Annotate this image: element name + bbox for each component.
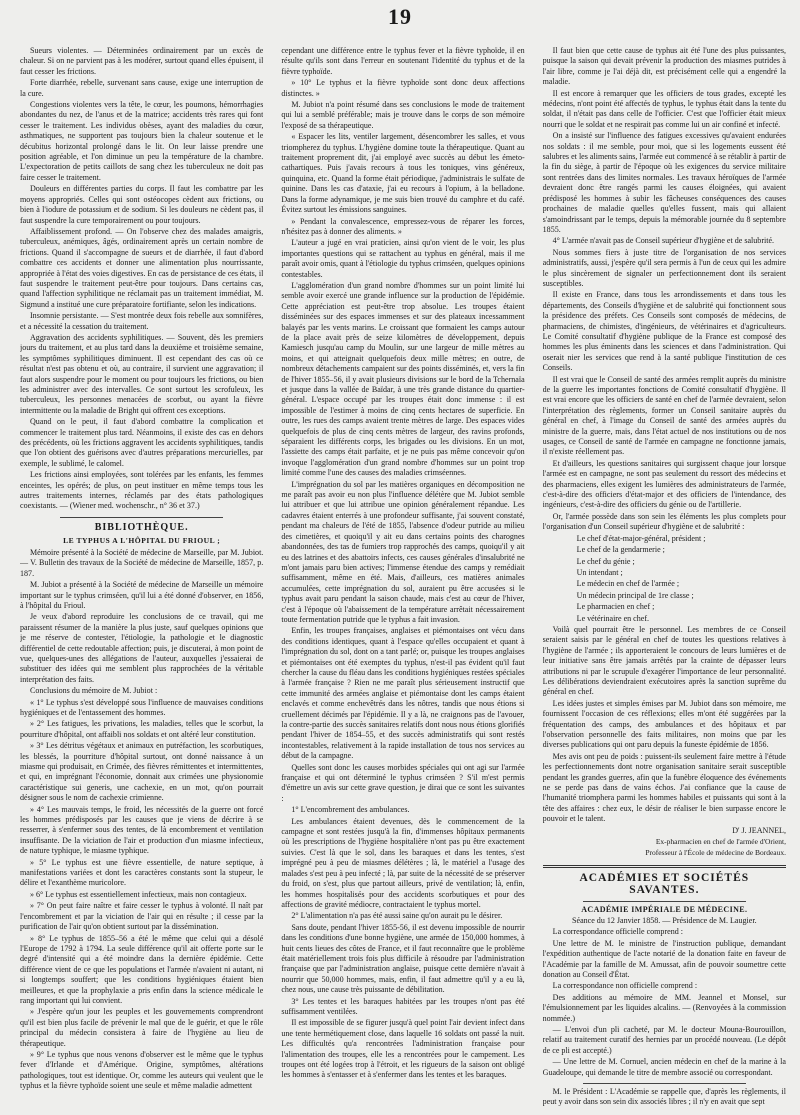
paragraph: » 2° Les fatigues, les privations, les maladies, telles que le scorbut, la pourriture d'hôpital, ont affaibli nos soldats et ont altéré leur constitution. bbox=[20, 719, 264, 739]
list-item: Le chef du génie ; bbox=[576, 556, 635, 566]
paragraph: — L'envoi d'un pli cacheté, par M. le docteur Mouna-Bourouillon, relatif au traitement curatif des hernies par un procédé nouveau. (Le dépôt de ce pli est accepté.) bbox=[542, 1024, 786, 1055]
section-title-bibliotheque: BIBLIOTHÈQUE. bbox=[94, 521, 189, 533]
paragraph: » 6° Le typhus est essentiellement infectieux, mais non contagieux. bbox=[30, 889, 247, 899]
paragraph: M. Jubiot a présenté à la Société de médecine de Marseille un mémoire important sur le typhus crimséen, qu'il lui a été donné d'observer, en 1856, à l'hôpital du Frioul. bbox=[20, 580, 264, 610]
paragraph: Il est encore à remarquer que les officiers de tous grades, excepté les médecins, n'ont point été affectés de typhus, le typhus était dans la tente du soldat, il n'était pas dans celle de l'officier. C'est que l'officier était mieux nourri que le soldat et ne respirait pas comme lui un air confiné et infecté. bbox=[542, 88, 786, 129]
column-1 bbox=[20, 46, 263, 1107]
paragraph: Il est impossible de se figurer jusqu'à quel point l'air devient infect dans une tente hermétiquement close, dans laquelle 16 soldats ont passé la nuit. Les difficultés qu'a rencontrées l'administration française pour l'alimentation des troupes, elle les a rencontrées pour le campement. Les troupes ont été logées trop à l'étroit, et les rigueurs de la saison ont obligé les hommes à s'entasser et à s'enfermer dans les tentes et les baraques. bbox=[281, 1018, 525, 1080]
paragraph: Conclusions du mémoire de M. Jubiot : bbox=[30, 686, 158, 696]
list-item: Le chef d'état-major-général, président ; bbox=[576, 533, 706, 543]
paragraph: » 4° Les mauvais temps, le froid, les nécessités de la guerre ont forcé les hommes prédisposés par les causes que je viens de décrire à se resserrer, à s'enfermer sous des tentes, de là encombrement et ventilation insuffisante. De la viciation de l'air et production d'un miasme infectieux, de nature typhique, le miasme typhique. bbox=[20, 804, 264, 856]
paragraph: Des additions au mémoire de MM. Jeannel et Monsel, sur l'émulsionnement par les liquides alcalins. — (Renvoyées à la commission nommée.) bbox=[542, 992, 786, 1023]
paragraph: Nous sommes fiers à juste titre de l'organisation de nos services administratifs, aussi, j'espère qu'il sera permis à l'un de ceux qui les admire le plus sincèrement de signaler un perfectionnement dont ils seraient susceptibles. bbox=[542, 247, 786, 288]
paragraph: L'agglomération d'un grand nombre d'hommes sur un point limité lui semble avoir exercé une grande influence sur la production de l'épidémie. Cette appréciation est peut-être trop absolue. Les troupes étaient disséminées sur des espaces immenses et sur des plateaux incessamment balayés par les vents marins. Le croissant que formaient les camps autour de la place avait près de seize kilomètres de développement, depuis Kamiesch jusqu'au camp du Moulin, sur une largeur de mille mètres au moins, et qui atteignait quelquefois deux mille mètres; en outre, de nombreux détachements campaient sur des points disséminés, et, vers la fin de l'hiver 1855–56, il y avait plusieurs divisions sur le bord de la Tchernaïa et jusque dans la vallée de Baïdar, à une très grande distance du quartier-général. L'espace occupé par les troupes était donc immense : il est impossible de l'estimer à moins de cinq cents hectares de superficie. En outre, les rues des camps avaient trente mètres de large. Des espaces vides quelquefois de plus de cinq cents mètres de largeur, des ravins profonds, séparaient les différents corps, les brigades ou les divisions. En un mot, l'assiette des camps était parfaite, et je ne puis pas même concevoir qu'on invoque l'agglomération d'un grand nombre d'hommes sur un point trop limité comme l'une des causes des maladies crimséennes. bbox=[281, 280, 525, 478]
signature: D' J. JEANNEL, bbox=[732, 825, 786, 835]
paragraph: L'imprégnation du sol par les matières organiques en décomposition ne me paraît pas avoir eu non plus l'influence délétère que M. Jubiot semble lui attribuer et que lui attribue une opinion généralement répandue. Les cadavres étaient enterrés à une profondeur suffisante, j'ai souvent constaté, pendant ma chaleurs de l'été de 1855, l'absence d'odeur putride au milieu des cimetières, et quoiqu'il y ait eu dans certains points des charognes abandonnées, des tas de fumiers trop rapprochés des camps, quoiqu'il y ait eu des latrines et des abattoirs infects, ces causes générales d'insalubrité ne m'ont jamais paru bien actives; l'immense étendue des camps y remédiait suffisamment, même en été. Mais, d'ailleurs, ces matières animales accumulées, cette imprégnation du sol, auraient pu être accusées si le typhus avait paru pendant la saison chaude, mais c'est au cœur de l'hiver, c'est à l'époque où l'abaissement de la température arrêtait nécessairement toute fermentation putride que le typhus a fait invasion. bbox=[281, 479, 525, 624]
paragraph: Il est vrai que le Conseil de santé des armées remplit auprès du ministre de la guerre les importantes fonctions de Comité consultatif d'hygiène. Il est vrai encore que les officiers de santé en chef de l'armée devraient, selon l'interprétation des règlements, former un Conseil sanitaire auprès du général en chef, à l'image du Conseil de santé des armées auprès du ministre de la guerre, mais, dans l'état actuel de nos institutions ou de nos usages, ce Conseil de santé de l'armée en campagne ne fonctionne jamais, il n'existe réellement pas. bbox=[542, 374, 786, 457]
section-divider bbox=[60, 517, 223, 518]
paragraph: Les frictions ainsi employées, sont tolérées par les enfants, les femmes enceintes, les opérés; de plus, on peut instituer en même temps tous les autres traitements internes, réclamés par des états pathologiques coexistants. — (Wiener med. wochenschr., n° 36 et 37.) bbox=[20, 470, 264, 511]
paragraph: Il existe en France, dans tous les arrondissements et dans tous les départements, des Conseils d'hygiène et de salubrité qui fonctionnent sous la présidence des préfets. Ces Conseils sont composés de médecins, de pharmaciens, de chimistes, d'ingénieurs, de vétérinaires et d'agriculteurs. Le Comité consultatif d'hygiène publique de la France est composé des hommes les plus éminents dans les sciences et dans l'administration. Qui oserait nier les services que rend à la santé publique l'institution de ces Conseils. bbox=[542, 290, 786, 373]
paragraph: — Une lettre de M. Cornuel, ancien médecin en chef de la marine à la Guadeloupe, qui demande le titre de membre associé ou correspondant. bbox=[542, 1057, 786, 1077]
paragraph: M. Jubiot n'a point résumé dans ses conclusions le mode de traitement qui lui a semblé préférable; mais je trouve dans le corps de son mémoire l'exposé de sa thérapeutique. bbox=[281, 100, 525, 130]
paragraph: cependant une différence entre le typhus fever et la fièvre typhoïde, il en résulte qu'ils sont dans l'erreur en soutenant l'identité du typhus et de la fièvre typhoïde. bbox=[281, 46, 525, 76]
list-item: Un intendant ; bbox=[576, 567, 623, 577]
paragraph: Congestions violentes vers la tête, le cœur, les poumons, hémorrhagies abondantes du nez, de l'anus et de la matrice; accidents très rares qui font cesser le traitement. Les individus obèses, ayant des maladies du cœur, asthmatiques, ne supportent pas toujours bien la chaleur soutenue et le décubitus horizontal prolongé dans le lit. On leur laisse prendre une position agréable, et l'on diminue un peu la température de la chambre. L'expectoration de petits caillots de sang chez les tuberculeux ne doit pas faire cesser le traitement. bbox=[20, 100, 264, 182]
page-number: 19 bbox=[388, 4, 412, 29]
paragraph: Une lettre de M. le ministre de l'instruction publique, demandant l'expédition authentique de l'acte notarié de la donation faite en faveur de l'Académie par la famille de M. Amussat, afin de pouvoir soumettre cette donation au Conseil d'État. bbox=[542, 938, 786, 979]
article-title: LE TYPHUS A L'HÔPITAL DU FRIOUL ; bbox=[63, 535, 221, 545]
paragraph: Il faut bien que cette cause de typhus ait été l'une des plus puissantes, puisque la saison qui devait prévenir la production des miasmes putrides à l'air libre, comme je l'ai déjà dit, est précisément celle qui a engendré la maladie. bbox=[542, 46, 786, 87]
paragraph: Mémoire présenté à la Société de médecine de Marseille, par M. Jubiot. — V. Bulletin des travaux de la Société de médecine de Marseille, 1857, p. 187. bbox=[20, 547, 264, 578]
paragraph: Insomnie persistante. — S'est montrée deux fois rebelle aux somnifères, et a nécessité la cessation du traitement. bbox=[20, 311, 264, 331]
list-item: Le pharmacien en chef ; bbox=[576, 602, 655, 612]
paragraph: 2° L'alimentation n'a pas été aussi saine qu'on aurait pu le désirer. bbox=[291, 911, 503, 921]
paragraph: Les idées justes et simples émises par M. Jubiot dans son mémoire, me fournissent l'occasion de ces réflexions; elles m'ont été suggérées par la fréquentation des camps, des ambulances et des hôpitaux et par l'observation personnelle des faits militaires, non moins que par les diverses publications qui ont paru depuis la funeste épidémie de 1856. bbox=[542, 698, 786, 750]
paragraph: Douleurs en différentes parties du corps. Il faut les combattre par les moyens appropriés. Celles qui sont ostéocopes cèdent aux frictions, ou bien à l'iodure de potassium et de sodium. Si les douleurs ne cèdent pas, il faut suspendre la cure temporairement ou pour toujours. bbox=[20, 184, 264, 225]
paragraph: » 8° Le typhus de 1855–56 a été le même que celui qui a désolé l'Europe de 1792 à 1794. La seule différence qu'il ait offerte porte sur le degré d'intensité qui a été moindre dans la dernière épidémie. Cette différence vient de ce que les populations et l'armée n'avaient ni autant, ni si longtemps souffert; que les conditions hygiéniques étaient bien meilleures, et que la prophylaxie a pris enfin dans la science médicale le rang important qui lui convient. bbox=[20, 933, 264, 1005]
paragraph: Sans doute, pendant l'hiver 1855-56, il est devenu impossible de nourrir dans les conditions d'une bonne hygiène, une armée de 150,000 hommes, à huit cents lieues des côtes de France, et il faut reconnaître que le problème était matériellement trois fois plus difficile à résoudre par l'administration française que par l'administration anglaise, puisque cette dernière n'avait à nourrir que 50,000 hommes, mais, enfin, il faut admettre qu'il y a eu là, chez nous, une cause très puissante de débilitation. bbox=[281, 922, 525, 995]
section-divider bbox=[583, 1083, 746, 1084]
paragraph: Aggravation des accidents syphilitiques. — Souvent, dès les premiers jours du traitement, et au plus tard dans la deuxième et troisième semaine, les symptômes syphilitiques diminuent. Il est cependant des cas où ce résultat n'est pas obtenu et où, au contraire, il survient une aggravation; il faut alors suspendre pour le moment ou pour toujours les frictions, ou bien les administrer avec des intervalles. Ce sont surtout les scrofuleux, les tuberculeux, les personnes menacées de scorbut, ou ayant la fièvre intermittente ou la maladie de Bright qui offrent ces exceptions. bbox=[20, 332, 264, 415]
paragraph: » 7° On peut faire naître et faire cesser le typhus à volonté. Il naît par l'encombrement et par la viciation de l'air qui en résulte ; il cesse par la purification de l'air qu'on obtient surtout par la dissémination. bbox=[20, 901, 264, 932]
paragraph: 1° L'encombrement des ambulances. bbox=[291, 805, 410, 815]
session-line: Séance du 12 Janvier 1858. — Présidence de M. Laugier. bbox=[572, 915, 757, 925]
paragraph: M. le Président : L'Académie se rappelle que, d'après les règlements, il peut y avoir dans son sein dix associés libres ; il n'y en avait que sept bbox=[542, 1086, 786, 1107]
paragraph: Sueurs violentes. — Déterminées ordinairement par un excès de chaleur. Si on ne parvient pas à les modérer, surtout quand elles épuisent, il faut cesser les frictions. bbox=[20, 46, 264, 76]
council-member-list bbox=[543, 534, 786, 624]
section-title-academies: ACADÉMIES ET SOCIÉTÉS SAVANTES. bbox=[579, 871, 750, 896]
signature-title: Ex-pharmacien en chef de l'armée d'Orient, bbox=[655, 837, 786, 847]
list-item: Le vétérinaire en chef. bbox=[576, 613, 650, 623]
list-item: Le chef de la gendarmerie ; bbox=[576, 545, 665, 555]
paragraph: Je veux d'abord reproduire les conclusions de ce travail, qui me paraissent résumer de la manière la plus juste, sauf quelques opinions que je me réserve de contester, l'étiologie, la pathologie et le diagnostic différentiel de cette redoutable affection; puis, je discuterai, à mon point de vue, quelques-unes des allégations de l'auteur, auxquelles j'essaierai de substituer des idées qui me semblent plus rapprochées de la véritable interprétation des faits. bbox=[20, 612, 264, 684]
paragraph: Et d'ailleurs, les questions sanitaires qui surgissent chaque jour lorsque l'armée est en campagne, ne sont pas seulement du ressort des médecins et des pharmaciens, elles exigent les lumières des administrateurs de l'armée, c'est-à-dire des officiers d'état-major et des officiers de l'intendance, des ingénieurs, c'est-à-dire des officiers du génie ou de l'artillerie. bbox=[542, 458, 786, 510]
paragraph: » 9° Le typhus que nous venons d'observer est le même que le typhus fever d'Irlande et d'Amérique. Origine, symptômes, altérations pathologiques, tout est identique. Or, comme les auteurs qui veulent que le typhus et la fièvre typhoïde soient une seule et même maladie admettent bbox=[20, 1049, 264, 1091]
paragraph: » 3° Les détritus végétaux et animaux en putréfaction, les scorbutiques, les blessés, la pourriture d'hôpital surtout, ont donné naissance à un miasme qui produisait, en Crimée, des fièvres rémittentes et intermittentes, et qui, en imprégnant l'économie, donnait aux crimées une physionomie caractéristique sui generis, une cachexie, en un mot, qu'on pourrait désigner sous le nom de cachexie crimienne. bbox=[20, 741, 264, 803]
paragraph: Enfin, les troupes françaises, anglaises et piémontaises ont vécu dans des conditions identiques, quant à l'espace qu'elles occupaient et quant à l'imprégnation du sol, dont on a tant parlé; or, puisque les troupes anglaises et piémontaises ont été exemptes du typhus, n'est-il pas évident qu'il faut chercher la cause du fléau dans les conditions hygiéniques restées spéciales à l'armée française ? Rien ne me paraît plus sérieusement instructif que cette immunité des armées anglaise et piémontaise dont les camps étaient enclavés et comme enchevêtrés dans les nôtres, tandis que nous étions si cruellement décimés par l'épidémie. Il y a là, ne craignons pas de l'avouer, la contre-partie des succès sanitaires relatifs dont nous nous étions glorifiés pendant l'hiver de 1854–55, et des succès administratifs qui sont restés incontestables, relativement à la rapide installation de tous nos services au début de la campagne. bbox=[281, 626, 525, 761]
paragraph: L'auteur a jugé en vrai praticien, ainsi qu'on vient de le voir, les plus importantes questions qui se rattachent au typhus en général, mais il me paraît avoir omis, quant à l'étiologie du typhus crimséen, quelques opinions contestables. bbox=[281, 238, 525, 279]
columns bbox=[20, 46, 786, 1107]
section-divider bbox=[543, 865, 786, 868]
paragraph: Forte diarrhée, rebelle, survenant sans cause, exige une interruption de la cure. bbox=[20, 78, 264, 98]
paragraph: » 10° Le typhus et la fièvre typhoïde sont donc deux affections distinctes. » bbox=[281, 78, 525, 98]
paragraph: La correspondance non officielle comprend : bbox=[552, 981, 698, 991]
column-3 bbox=[543, 46, 786, 1107]
academy-subtitle: ACADÉMIE IMPÉRIALE DE MÉDECINE. bbox=[581, 904, 748, 914]
paragraph: Les ambulances étaient devenues, dès le commencement de la campagne et sont restées jusqu'à la fin, d'immenses hôpitaux permanents où les prescriptions de l'hygiène hospitalière n'ont pas pu être exactement suivies. C'est là que le sol, dans les baraques et dans les tentes, s'est imprégné peu à peu de miasmes délétères ; là, le matériel a l'usage des malades s'est peu à peu infecté ; là, par suite de la nécessité de se préserver du froid, on s'est, plus que partout ailleurs, privé de ventilation; là, enfin, les hommes hospitalisés pour des accidents scorbutiques et pour des affections de gravité médiocre, contractaient le typhus mortel. bbox=[281, 816, 525, 909]
paragraph: Affaiblissement profond. — On l'observe chez des malades amaigris, tuberculeux, anémiques, âgés, ordinairement après un certain nombre de frictions. Quand il s'accompagne de sueurs et de diarrhée, il faut d'abord combattre ces accidents et donner une alimentation plus nourrissante, appropriée à l'état des voies digestives. En cas de persistance de ces états, il faut suspendre le traitement peut-être pour toujours. Dans certains cas, quand l'affection syphilitique ne réclamait pas un traitement immédiat, M. Sigmund a institué une cure préparatoire fortifiante, selon les indications. bbox=[20, 226, 264, 309]
paragraph: » 5° Le typhus est une fièvre essentielle, de nature septique, à manifestations variées et dont les caractères constants sont la stupeur, le délire et l'exanthème muricolore. bbox=[20, 857, 264, 888]
paragraph: Voilà quel pourrait être le personnel. Les membres de ce Conseil seraient saisis par le général en chef de toutes les questions relatives à l'hygiène de l'armée ; ils apporteraient le concours de leurs lumières et de leur initiative sans être jamais arrêtés par la crainte de dépasser leurs attributions ni par le scrupule d'exagérer l'importance de leur personnalité. Les délibérations deviendraient exécutoires après la sanction suprême du général en chef. bbox=[542, 624, 786, 697]
list-item: Le médecin en chef de l'armée ; bbox=[576, 579, 680, 589]
page-header bbox=[12, 0, 788, 42]
paragraph: 3° Les tentes et les baraques habitées par les troupes n'ont pas été suffisamment ventilées. bbox=[281, 996, 525, 1016]
paragraph: Mes avis ont peu de poids : puissent-ils seulement faire mettre à l'étude les perfectionnements dont notre organisation sanitaire serait susceptible pendant les grandes guerres, afin que la funèbre éloquence des événements ne se perde pas dans de vains échos. J'ai confiance que la cause de l'humanité triomphera parmi les hommes habiles et puissants qui sont à la tête des affaires : chez eux, le désir de réaliser le bien surpasse encore le pouvoir et le talent. bbox=[542, 751, 786, 824]
paragraph: Or, l'armée possède dans son sein les éléments les plus complets pour l'organisation d'un Conseil supérieur d'hygiène et de salubrité : bbox=[542, 511, 786, 532]
column-2 bbox=[281, 46, 524, 1107]
paragraph: On a insisté sur l'influence des fatigues excessives qu'avaient endurées nos soldats : il me semble, pour moi, que si les logements eussent été salubres et les aliments sains, l'armée eut commencé à se rétablir à partir de la fin du siège, à partir de l'époque où les exigences du service militaire sont rentrées dans des limites normales. Les travaux héroïques de l'armée devraient donc être rangés parmi les causes éloignées, qui avaient prédisposé les hommes à subir les fâcheuses conséquences des causes prochaines de maladie quelles qu'elles fussent, mais qui allaient s'amoindrissant par le temps, depuis la mémorable journée du 8 septembre 1855. bbox=[542, 131, 786, 234]
list-item: Un médecin principal de 1re classe ; bbox=[576, 590, 694, 600]
paragraph: La correspondance officielle comprend : bbox=[552, 927, 683, 937]
paragraph: « 1° Le typhus s'est développé sous l'influence de mauvaises conditions hygiéniques et de l'entassement des hommes. bbox=[20, 697, 264, 717]
paragraph: » Pendant la convalescence, empressez-vous de réparer les forces, n'hésitez pas à donner des aliments. » bbox=[281, 216, 525, 236]
paragraph: 4° L'armée n'avait pas de Conseil supérieur d'hygiène et de salubrité. bbox=[552, 236, 775, 246]
paragraph: Quand on le peut, il faut d'abord combattre la complication et commencer le traitement plus tard. Néanmoins, il existe des cas en dehors des précédents, où les frictions aggravent les accidents syphilitiques, tandis que l'on obtient des guérisons avec d'autres préparations mercurielles, par exemple, le sublimé, le calomel. bbox=[20, 417, 264, 468]
section-divider bbox=[583, 901, 746, 902]
signature-title: Professeur à l'École de médecine de Bordeaux. bbox=[645, 848, 786, 858]
paragraph: « Espacer les lits, ventiler largement, désencombrer les salles, et vous triompherez du typhus. L'hygiène domine toute la thérapeutique. Quant au traitement proprement dit, j'ai employé avec succès au début les émeto-cathartiques. Puis j'avais recours à tous les toniques, vins généreux, quinquina, etc. Quand la forme était périodique, j'administrais le sulfate de quinine. Dans les cas d'ataxie, j'ai eu recours à l'opium, à la belladone. Dans la forme adynamique, je me suis bien trouvé du camphre et du café. Évitez surtout les émissions sanguines. bbox=[281, 132, 525, 215]
paragraph: Quelles sont donc les causes morbides spéciales qui ont agi sur l'armée française et qui ont déterminé le typhus crimséen ? S'il m'est permis d'émettre un avis sur cette grave question, je dirai que ce sont les suivantes : bbox=[281, 762, 525, 803]
paragraph: » J'espère qu'un jour les peuples et les gouvernements comprendront qu'il est bien plus facile de prévenir le mal que de le guérir, et que le rôle principal du médecin consistera à faire de l'hygiène au lieu de thérapeutique. bbox=[20, 1007, 264, 1048]
